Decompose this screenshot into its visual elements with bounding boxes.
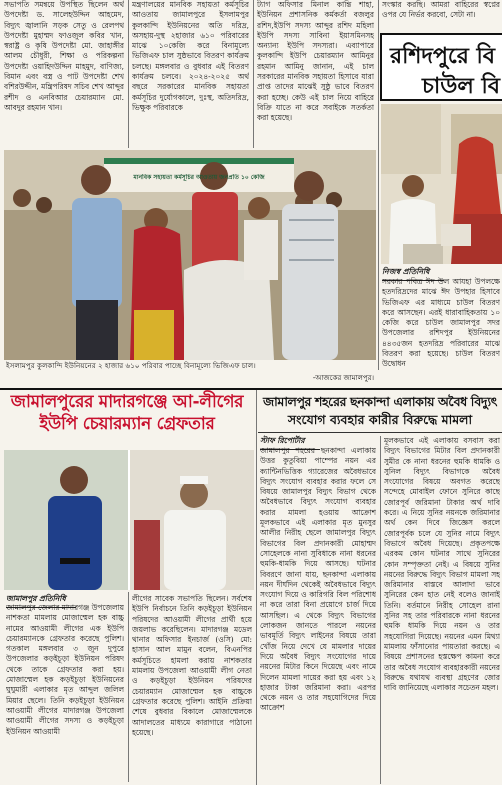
right-lower-col1-text: জামালপুর শহরের ছনকান্দা এলাকায় উত্তর কুতুবিয়া পাম্পের নয়ন এর ক্যান্টিনভিত্তিক গ্যারেজের অবৈধভাবে বিদ্যুৎ সংযোগ ব্যবহার করার ফলে সে বিষয়ে জামালপুর বিদ্যুৎ বিভাগ থেকে অবৈধভাবে বিদ্যুৎ সংযোগ ব্যবহার করার মামলা হওয়ায় আক্রোশ মূলকভাবে এই এলাকার মৃত মুনসুর আলীর নিরীহ ছেলে জামালপুর বিদ্যুৎ বিভাগের বিল প্রদানকারী মোহাম্মদ সোহেলকে নানা সুবিধাকে নানা ধরনের হুমকি-ধামকি দিয়ে আসছে। ঘটনার বিবরণে জানা যায়, ছনকান্দা এলাকায় নয়ন দীর্ঘদিন থেকেই অবৈধভাবে বিদ্যুৎ সংযোগ দিয়ে ও কারিগরি বিল পরিশোধ না করে তারা বিনা প্রয়োগে চার্জ দিয়ে আসছিল। এ থেকে বিদ্যুৎ বিভাগের লোকজন জানতে পারলে নয়নের ভাবমূর্তি বিদ্যুৎ লাইনের বিষয়ে তারা খোঁজ নিয়ে দেখে যে মামলার দায়ের দিয়ে অবৈধ বিদ্যুৎ সংযোগের দায়ে নয়নের মিটার কিনে দিয়েছে এবং নামে দিলেন মামলা দায়ের করা হয় এবং ১২ হাজার টাকা জরিমানা করা। এরপর থেকে নয়ন ও তার সহযোগিদের দিয়ে আক্রোশ xyxy=(260,446,376,713)
right-lower-headline-line2: সংযোগ ব্যবহার কারীর বিরুদ্ধে মামলা xyxy=(287,412,473,427)
top-left-column xyxy=(4,0,124,147)
right-lower-column2 xyxy=(384,436,500,783)
top-right-text: সংস্কার করছি। আমরা বাহিরের স্বপ্নের ওপর যে নির্ভর করবো, সেটা না। xyxy=(382,0,500,20)
main-photo-banner-text: মানবিক সহায়তা কর্মসূচির আওতায় জনপ্রতি ১০ কেজি xyxy=(133,174,265,181)
right-story-photo xyxy=(381,104,502,264)
right-story-byline: নিজস্ব প্রতিনিধি xyxy=(382,266,444,281)
left-story-col2-text: লীগের সাবেক সভাপতি ছিলেন। সর্বশেষ ইউপি নির্বাচনে তিনি কড়ইচূড়া ইউনিয়ন পরিষদের আওয়ামী লীগের প্রার্থী হয়ে জয়লাভ করেছিলেন। মাদারগঞ্জ মডেল থানার অফিসার ইনচার্জ (ওসি) মো: হাসান আল মামুন বলেন, বিএনপির কর্মসূচিতে হামলা করায় নাশকতার মামলায় উপজেলা আওয়ামী লীগ নেতা ও কড়ইচূড়া ইউনিয়ন পরিষদের চেয়ারম্যান মোজাম্মেল হক বাচ্চুকে গ্রেফতার করেছে পুলিশ। আইনি প্রক্রিয়া শেষে বুধবার বিকালে মোজাম্মেলকে আদালতের মাধ্যমে কারাগারে পাঠানো হয়েছে। xyxy=(132,594,252,737)
top-mid2-column xyxy=(257,0,374,147)
headline-underline xyxy=(258,432,502,433)
main-photo xyxy=(4,150,376,360)
right-headline-line1: রশিদপুরে বি xyxy=(390,44,496,69)
main-photo-caption: ইসলামপুর কুলকান্দি ইউনিয়নের ২ হাজার ৬১০ পরিবার পাচ্ছে বিনামূল্যে ভিজিএফ চাল। xyxy=(6,361,256,370)
left-story-column2 xyxy=(132,594,252,783)
left-story-headline-line1: জামালপুরের মাদারগঞ্জে আ-লীগের xyxy=(10,392,244,412)
left-photo-illustration xyxy=(4,450,254,590)
column-divider xyxy=(128,592,129,782)
column-divider xyxy=(378,0,379,370)
right-lower-col2-text: মূলকভাবে এই এলাকায় বসবাস করা বিদ্যুৎ বিভাগের মিটার বিল প্রদানকারী সুমীর কে নানা ধরনের হুমকি ধামকি ও সুনিল বিদ্যুৎ বিভাগকে অবৈধ সংযোগের বিষয়ে অবগত করেছে সন্দেহে মোবাইল ফোনে সুনিরে কাছে জোরপূর্ব জরিমানা টাকার অর্থ দাবি করে। এ নিয়ে সুনির নয়নকে জরিমানার অর্থ কেন দিবে জিজ্ঞেস করলে জোরপূর্বক চলে যে সুনির নামে বিদ্যুৎ বিভাগে অবৈধ দিয়েছে। প্রকৃতপক্ষে এরকম কোন ঘটনার সাথে সুনিরের কোন সম্পৃক্ততা নেই। এ বিষয়ে সুনির নয়নের বিরুদ্ধে বিদ্যুৎ বিভাগ মামলা সহ জরিমানার বাস্তবে আলাদা ভাবে সুনিরের কেন হাত নেই বলেও জানাই তিনি। বর্তমানে নিরীহ সোহেল রানা সুনির সহ তার পরিবারকে নানা ধরনের হুমকি ধামকি দিয়ে নয়ন ও তার সহযোগিরা দিয়েছে। নয়নের এমন মিথ্যা মামলায় ফাঁসানোর পায়তারা করছে। এ বিষয়ে প্রশাসনের হস্তক্ষেপ কামনা করে তার অবৈধ সংযোগ ব্যবহারকারী নয়নের বিরুদ্ধে যথাযথ ব্যবস্থা গ্রহণের জোর দাবি জানিয়েছে এলাকার সচেতন মহল। xyxy=(384,436,500,693)
top-mid-column xyxy=(132,0,249,147)
column-divider xyxy=(256,390,257,785)
main-photo-credit: -আজকের জামালপুর। xyxy=(312,374,374,382)
right-lower-column1 xyxy=(260,446,376,783)
right-lower-byline: স্টাফ রিপোর্টার xyxy=(260,435,320,450)
left-story-column1 xyxy=(6,603,124,783)
column-divider xyxy=(253,0,254,148)
left-story-photo xyxy=(4,450,254,590)
right-headline-box xyxy=(380,33,502,101)
top-left-text: সভাপতি সমন্বয়ে উপস্থিত ছিলেন অর্থ উপদেষ্টা ড. সালেহউদ্দিন আহমেদ, বিদ্যুৎ জ্বালানি সড়ক সেতু ও রেলপথ উপদেষ্টা মুহাম্মদ ফাওজুল কবির খান, স্বরাষ্ট্র ও কৃষি উপদেষ্টা মো. জাহাঙ্গীর আলম চৌধুরী, শিক্ষা ও পরিকল্পনা উপদেষ্টা ওয়াহিদউদ্দিন মাহমুদ, বাণিজ্য, বিমান এবং বস্ত্র ও পাট উপদেষ্টা শেখ বশিরউদ্দীন, মন্ত্রিপরিষদ সচিব শেখ আব্দুর রশীদ ও এনবিআর চেয়ারম্যান মো. আবদুর রহমান খান। xyxy=(4,0,124,112)
column-divider xyxy=(128,0,129,148)
top-mid-text: মন্ত্রণালয়ের মানবিক সহায়তা কর্মসূচির আওতায় জামালপুরে ইসলামপুর কুলকান্দি ইউনিয়নের অতি দরিদ্র, অসহায়-দুস্থ ২হাজার ৬১০ পরিবারের মাঝে ১০কেজি করে বিনামূল্যে ভিজিএফ চাল সুষ্ঠভাবে বিতরণ কার্যক্রম চলছে। মঙ্গলবার ও বুধবার এই বিতরণ কার্যক্রম চলবে। ২০২৪-২০২৫ অর্থ বছরে সরকারের মানবিক সহায়তা কর্মসূচির দুর্যোগকালে, দুঃস্থ, অতিদরিদ্র, ভিক্ষুক পরিবারকে xyxy=(132,0,249,112)
section-divider xyxy=(0,388,502,390)
left-story-col1-text: জামালপুর জেলার মাদারগঞ্জ উপজেলায় নাশকতা মামলায় মোজাম্মেল হক বাচ্চু নামের আওয়ামী লীগের এক ইউপি চেয়ারম্যানকে গ্রেফতার করেছে পুলিশ। গতকাল মঙ্গলবার ৩ জুন দুপুরে উপজেলার কড়ইচূড়া ইউনিয়ন পরিষদ থেকে তাকে গ্রেফতার করা হয়। মোজাম্মেল হক কড়ইচূড়া ইউনিয়নের ঘুঘুমারী এলাকার মৃত আব্দুল জলিল মিয়ার ছেলে। তিনি কড়ইচূড়া ইউনিয়ন আওয়ামী লীগের মাদারগঞ্জ উপজেলা আওয়ামী লীগের সদস্য ও কড়ইচূড়া ইউনিয়ন আওয়ামী xyxy=(6,603,124,736)
left-story-headline-line2: ইউপি চেয়ারম্যান গ্রেফতার xyxy=(39,414,215,434)
right-headline-line2: চাউল বি xyxy=(422,74,500,99)
column-divider xyxy=(380,436,381,784)
left-story-byline: জামালপুর প্রতিনিধি xyxy=(6,593,76,608)
right-photo-illustration xyxy=(381,104,502,264)
right-lower-headline-line1: জামালপুর শহরের ছনকান্দা এলাকায় অবৈধ বিদ্যুৎ xyxy=(262,394,498,409)
top-right-column xyxy=(382,0,500,32)
right-story-column xyxy=(382,277,500,369)
right-story-text: সরকার পবিত্র ঈদ উল আযহা উপলক্ষে হতদরিদ্রদের মাঝে ঈদ উপহার হিসাবে ভিজিএফ এর মাধ্যমে চাউল বিতরণ করে আসছেন। এরই ধারাবাহিকতায় ১০ কেজি করে চাউল জামালপুর সদর উপজেলার রশিদপুর ইউনিয়নের ৪৪৩৫জন হতদরিদ্র পরিবারের মাঝে বিতরণ করা হয়েছে। চাউল বিতরণ উদ্বোধন xyxy=(382,277,500,369)
top-mid2-text: ট্যাগ অফিসার মিনাল কান্তি শাহা, ইউনিয়ন প্রশাসনিক কর্মকর্তা বজলুর রশিদ,ইউপি সদস্য আব্দুর রশিদ মহিলা ইউপি সদস্য সাবিনা ইয়াসমিনসহ অন্যান্য ইউপি সদস্যরা। এব্যাপারে কুলকান্দি ইউপি চেয়ারম্যান আমিনুর রহমান আমিনু জানান, এই চাল সরকারের মানবিক সহায়তা হিসাবে যারা প্রাপ্ত তাদের মাঝেই সুষ্ঠু ভাবে বিতরণ করা হচ্ছে। কেউ এই চাল নিয়ে বাহিরে বিক্রি যাতে না করে সবাইকে সতর্কতা করা হয়েছে। xyxy=(257,0,374,123)
